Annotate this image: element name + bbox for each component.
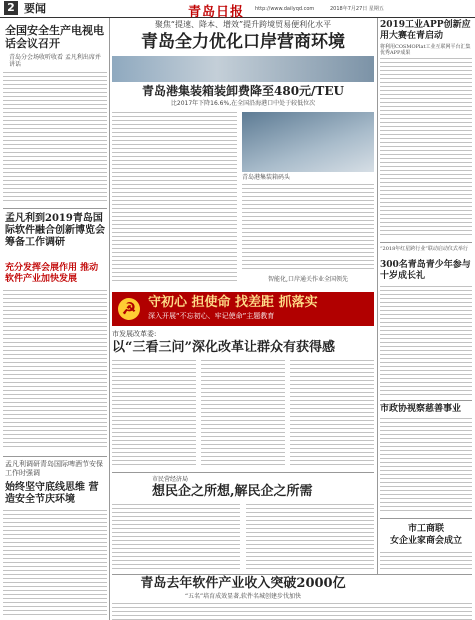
date-info: 2018年7月27日 星期五 [330,6,384,12]
article-body [380,58,472,238]
article-subtitle: 将利用COSMOPlat工业互联网平台汇集优秀APP成果 [380,44,471,56]
article-body [380,286,472,396]
masthead [0,0,475,18]
story-body [290,360,374,468]
article-body [3,510,107,615]
banner-subtitle: 深入开展“不忘初心、牢记使命”主题教育 [148,312,275,320]
article-subtitle: 女企业家商会成立 [389,536,462,546]
story-headline: 青岛去年软件产业收入突破2000亿 [140,576,346,591]
article-body [3,72,107,202]
article-body [380,418,472,514]
story-kicker: 市发展改革委: [112,330,157,338]
party-banner [112,292,374,326]
story-headline: 以“三看三问”深化改革让群众有获得感 [112,340,335,355]
photo-caption: 青岛港集装箱码头 [242,174,291,181]
story-headline: 青岛全力优化口岸营商环境 [141,32,345,52]
article-title: 孟凡利调研青岛国际啤酒节安保工作时强调 [5,460,103,477]
article-title: “2018年红星跨行业”联动启动仪式举行 [380,246,468,252]
story-sub: “五名”培育成效显著,软件名城创建步伐加快 [184,593,302,600]
story-kicker: 市民营经济局 [152,476,189,483]
section-title: 要闻 [24,2,46,15]
story-body [112,360,196,468]
article-title: 孟凡利到2019青岛国际软件融合创新博览会筹备工作调研 [5,213,105,248]
story-sub-headline: 青岛港集装箱装卸费降至480元/TEU [142,84,344,98]
article-subtitle: 青岛分会场收听收看 孟凡利出席并讲话 [9,54,101,68]
port-photo [112,56,374,82]
article-subtitle: 充分发挥会展作用 推动软件产业加快发展 [5,263,99,284]
bottom-caption: 智能化,口岸通关作业全国领先 [268,276,348,283]
story-body [112,603,472,620]
article-subtitle: 始终坚守底线思维 营造安全节庆环境 [5,482,99,505]
newspaper-logo: 青岛日报 [188,5,245,20]
article-title: 市政协视察慈善事业 [380,404,462,414]
story-body [112,112,237,284]
enterprise-story [112,474,374,572]
article-title: 2019工业APP创新应用大赛在青启动 [380,20,471,41]
article-body [3,290,107,450]
top-story [112,18,374,288]
left-column [3,20,107,617]
story-body [201,360,285,468]
story-body [242,184,374,272]
story-body [246,504,374,570]
story-headline: 想民企之所想,解民企之所需 [152,484,313,499]
right-column [380,18,472,574]
page-number: 2 [4,1,18,15]
article-body [380,552,472,572]
story-sub-deck: 比2017年下降16.6%,在全国沿海港口中处于较低位次 [170,100,316,107]
article-title: 市工商联 [407,524,444,534]
port-insert-photo [242,112,374,172]
banner-title: 守初心 担使命 找差距 抓落实 [148,295,318,310]
story-body [112,504,240,570]
newspaper-url: http://www.dailyqd.com [255,6,315,12]
reform-story [112,330,374,470]
software-story [112,576,472,620]
party-emblem-icon: ☭ [118,298,140,320]
article-title: 全国安全生产电视电话会议召开 [5,24,104,50]
story-kicker: 聚焦“提速、降本、增效”提升跨境贸易便利化水平 [154,20,332,29]
article-subtitle: 300名青岛青少年参与十岁成长礼 [380,260,471,281]
